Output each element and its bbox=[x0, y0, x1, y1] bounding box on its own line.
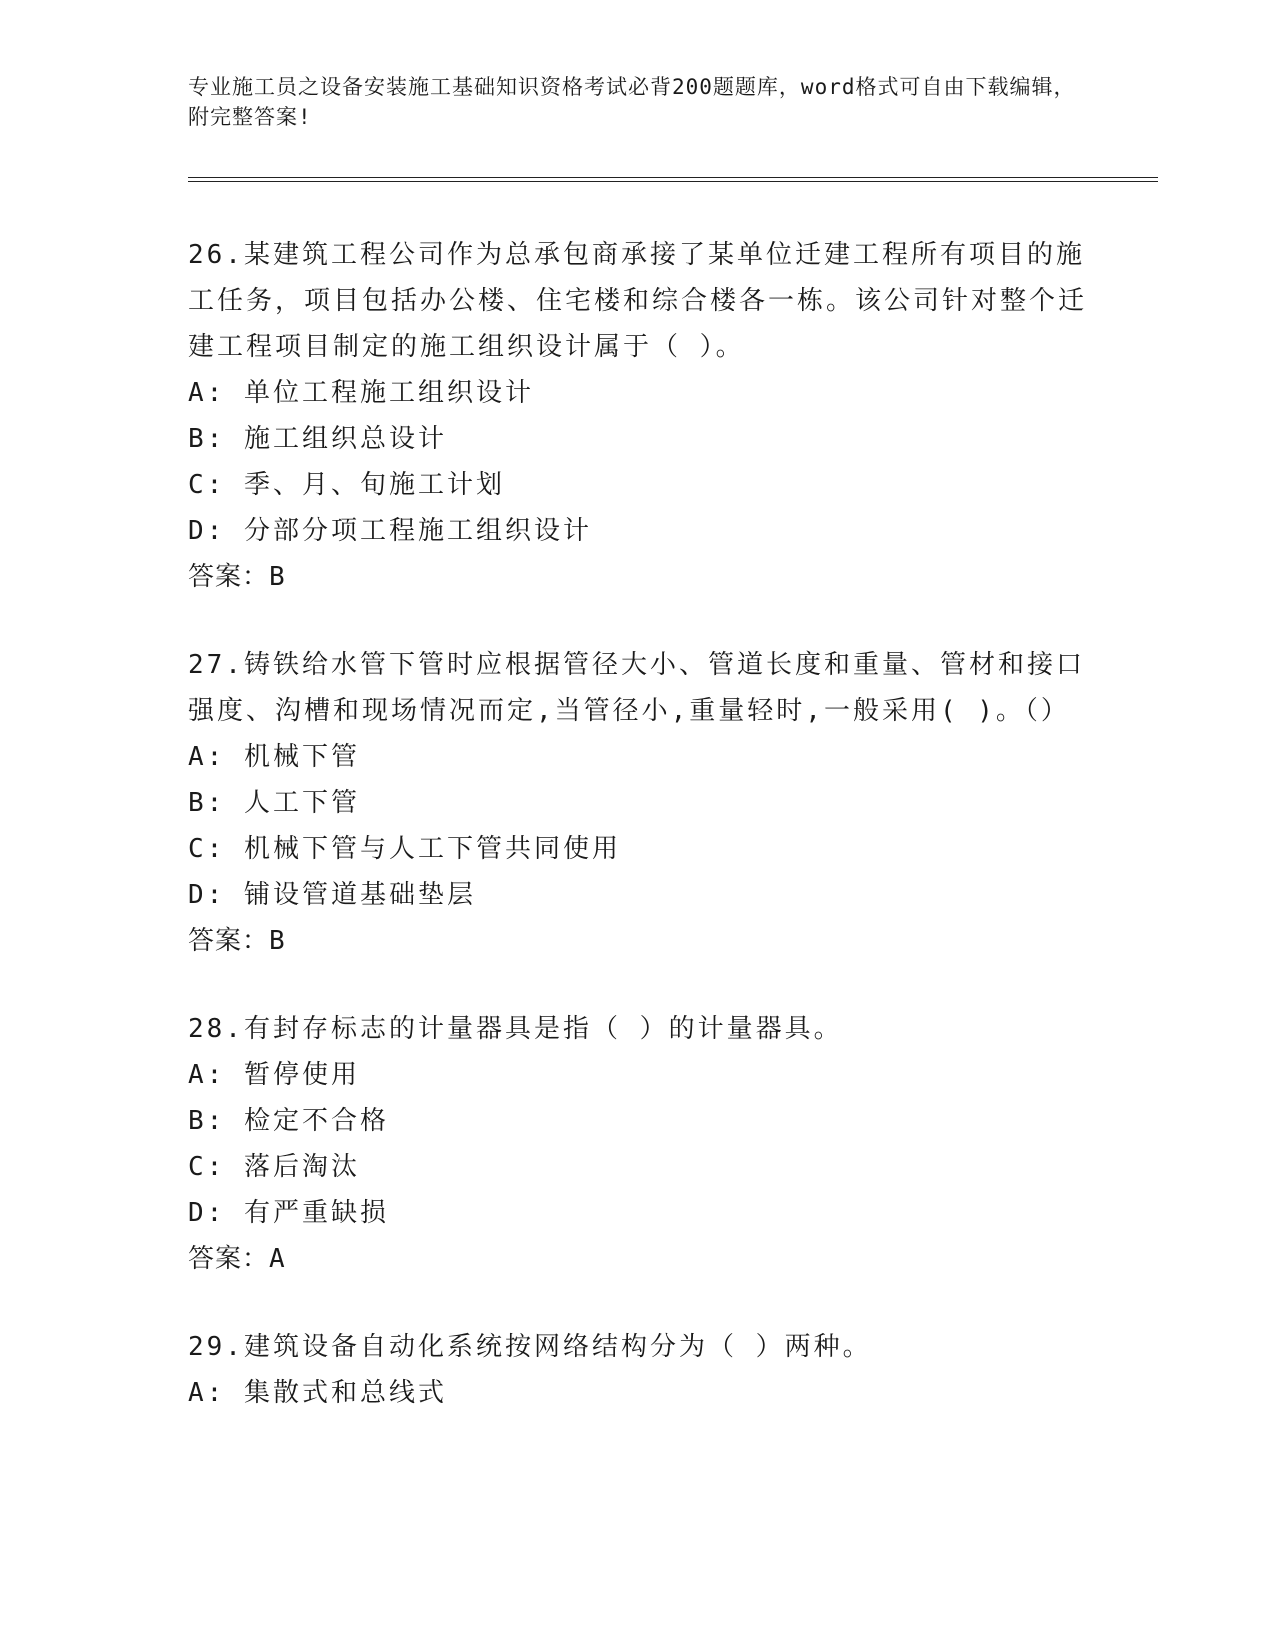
answer-line: 答案：B bbox=[188, 926, 286, 956]
option-c: C: 落后淘汰 bbox=[188, 1152, 360, 1182]
question-stem: 27.铸铁给水管下管时应根据管径大小、管道长度和重量、管材和接口强度、沟槽和现场情况而定,当管径小,重量轻时,一般采用( )。（） bbox=[188, 650, 1085, 726]
option-a: A: 暂停使用 bbox=[188, 1060, 360, 1090]
question-stem: 26.某建筑工程公司作为总承包商承接了某单位迁建工程所有项目的施工任务，项目包括办公楼、住宅楼和综合楼各一栋。该公司针对整个迁建工程项目制定的施工组织设计属于（ ）。 bbox=[188, 240, 1088, 362]
option-a: A: 集散式和总线式 bbox=[188, 1378, 447, 1408]
option-d: D: 有严重缺损 bbox=[188, 1198, 389, 1228]
answer-line: 答案：A bbox=[188, 1244, 286, 1274]
question-list bbox=[188, 232, 1088, 1458]
question-26 bbox=[188, 232, 1088, 600]
option-d: D: 铺设管道基础垫层 bbox=[188, 880, 476, 910]
question-stem: 29.建筑设备自动化系统按网络结构分为（ ）两种。 bbox=[188, 1332, 872, 1362]
option-b: B: 施工组织总设计 bbox=[188, 424, 447, 454]
question-28 bbox=[188, 1006, 1088, 1282]
question-29 bbox=[188, 1324, 1088, 1416]
option-b: B: 检定不合格 bbox=[188, 1106, 389, 1136]
header-divider bbox=[188, 177, 1158, 182]
option-c: C: 季、月、旬施工计划 bbox=[188, 470, 505, 500]
question-27 bbox=[188, 642, 1088, 964]
document-header: 专业施工员之设备安装施工基础知识资格考试必背200题题库，word格式可自由下载编辑，附完整答案! bbox=[188, 75, 1076, 129]
answer-line: 答案：B bbox=[188, 562, 286, 592]
option-c: C: 机械下管与人工下管共同使用 bbox=[188, 834, 621, 864]
option-a: A: 单位工程施工组织设计 bbox=[188, 378, 534, 408]
option-b: B: 人工下管 bbox=[188, 788, 360, 818]
option-a: A: 机械下管 bbox=[188, 742, 360, 772]
option-d: D: 分部分项工程施工组织设计 bbox=[188, 516, 592, 546]
question-stem: 28.有封存标志的计量器具是指（ ）的计量器具。 bbox=[188, 1014, 843, 1044]
